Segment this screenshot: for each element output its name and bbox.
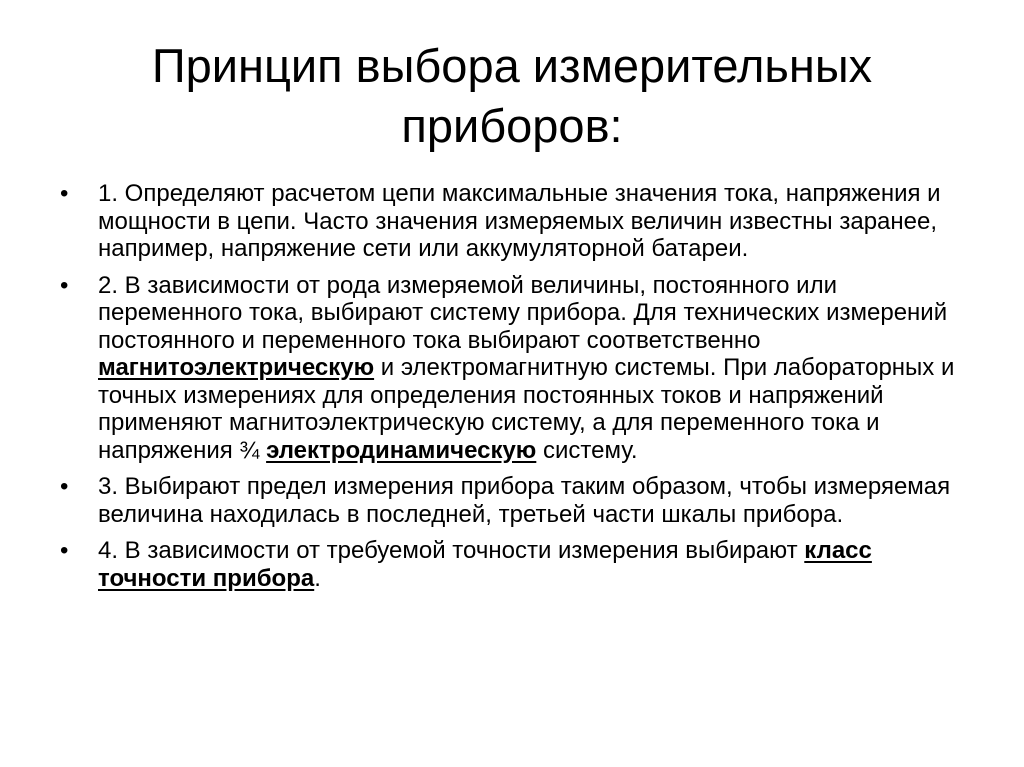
bullet-text: 3. Выбирают предел измерения прибора таким образом, чтобы измеряемая величина находилась в последней, третьей части шкалы прибора.	[98, 473, 951, 528]
bullet-item-1	[60, 180, 960, 263]
bullet-icon: •	[60, 537, 69, 564]
bullet-item-4	[60, 537, 960, 592]
bullet-text: систему.	[536, 436, 638, 464]
link-electrodynamic[interactable]: электродинамическую	[266, 436, 537, 464]
bullet-text: и электромагнитную системы. При лабораторных и точных измерениях для определения постоянных токов и напряжений применяют магнитоэлектрическую систему, а для переменного тока и напряжения ¾	[98, 354, 955, 464]
bullet-icon: •	[60, 473, 69, 500]
bullet-text: 1. Определяют расчетом цепи максимальные значения тока, напряжения и мощности в цепи. Часто значения измеряемых величин известны заранее, например, напряжение сети или аккумуляторной батареи.	[98, 180, 941, 262]
slide-title: Принцип выбора измерительных приборов:	[151, 39, 873, 152]
bullet-list	[60, 180, 960, 601]
bullet-item-3	[60, 473, 960, 528]
bullet-item-2	[60, 272, 960, 465]
bullet-text: 4. В зависимости от требуемой точности измерения выбирают	[98, 537, 805, 564]
bullet-text: .	[314, 564, 321, 592]
bullet-icon: •	[60, 271, 69, 299]
bullet-icon: •	[60, 180, 69, 207]
link-magnetoelectric[interactable]: магнитоэлектрическую	[98, 354, 375, 381]
link-accuracy-class[interactable]: класс точности прибора	[98, 537, 872, 592]
bullet-text: 2. В зависимости от рода измеряемой величины, постоянного или переменного тока, выбирают систему прибора. Для технических измерений постоянного и переменного тока выбирают соответственно	[98, 271, 948, 354]
